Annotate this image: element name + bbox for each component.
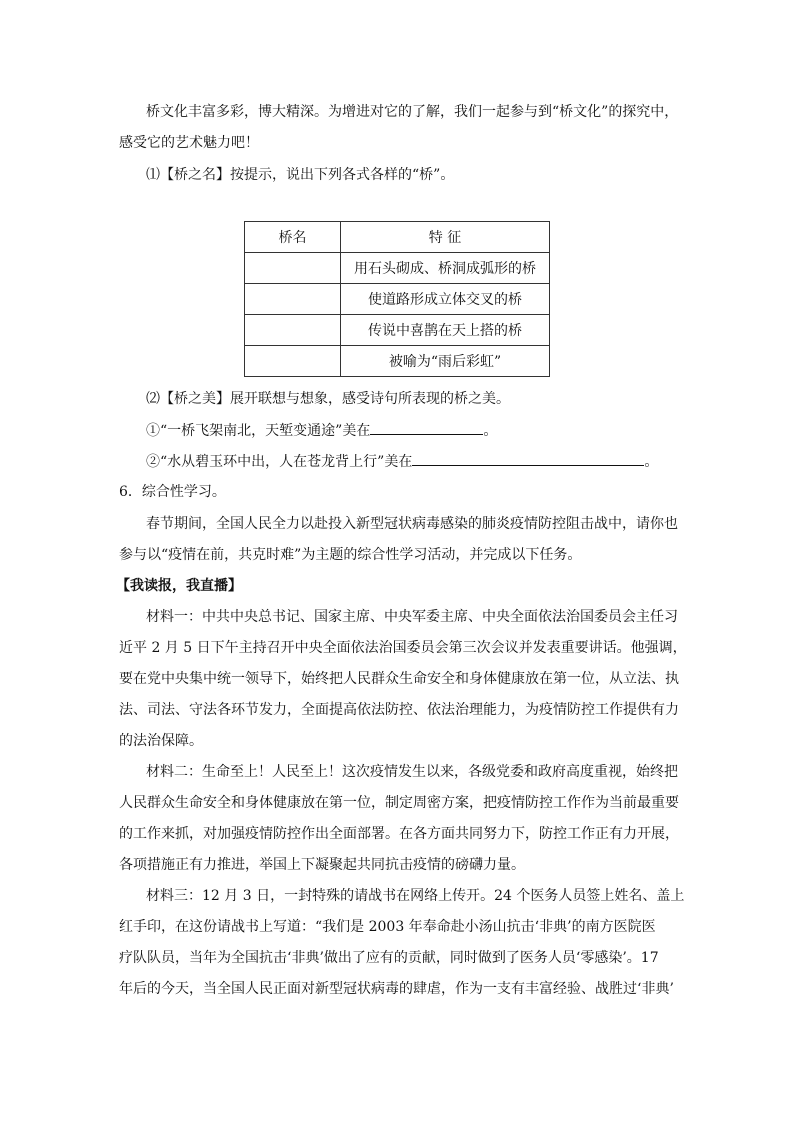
material-3-line: 材料三：12 月 3 日，一封特殊的请战书在网络上传开。24 个医务人员签上姓名、盖上 bbox=[146, 888, 685, 904]
table-row bbox=[245, 284, 550, 315]
header-bridge-name: 桥名 bbox=[245, 222, 341, 253]
material-3-line: 年后的今天，当全国人民正面对新型冠状病毒的肆虐，作为一支有丰富经验、战胜过‘非典’ bbox=[119, 981, 674, 997]
feature-cell: 传说中喜鹊在天上搭的桥 bbox=[341, 315, 550, 346]
table-row bbox=[245, 315, 550, 346]
question-6-heading: 6．综合性学习。 bbox=[119, 484, 226, 500]
header-feature: 特 征 bbox=[341, 222, 550, 253]
item-2-prefix: ②“水从碧玉环中出，人在苍龙背上行”美在 bbox=[146, 454, 413, 470]
bridge-name-cell[interactable] bbox=[245, 284, 341, 315]
question-2-item-1 bbox=[146, 420, 497, 441]
material-1-line: 材料一：中共中央总书记、国家主席、中央军委主席、中央全面依法治国委员会主任习 bbox=[146, 609, 678, 625]
material-3-line: 红手印，在这份请战书上写道：“我们是 2003 年奉命赴小汤山抗击‘非典’的南方医院医 bbox=[119, 919, 656, 935]
bridge-name-cell[interactable] bbox=[245, 346, 341, 377]
question-2-prompt: ⑵【桥之美】展开联想与想象，感受诗句所表现的桥之美。 bbox=[146, 391, 510, 407]
material-2-line: 各项措施正有力推进，举国上下凝聚起共同抗击疫情的磅礴力量。 bbox=[119, 857, 525, 873]
material-1-line: 近平 2 月 5 日下午主持召开中央全面依法治国委员会第三次会议并发表重要讲话。他强调， bbox=[119, 640, 687, 656]
bridge-name-cell[interactable] bbox=[245, 253, 341, 284]
intro-line-2: 感受它的艺术魅力吧！ bbox=[119, 135, 259, 151]
table-row bbox=[245, 346, 550, 377]
item-1-suffix: 。 bbox=[483, 423, 498, 439]
section-title: 【我读报，我直播】 bbox=[116, 578, 242, 594]
answer-blank-2[interactable] bbox=[412, 451, 644, 466]
material-2-line: 材料二：生命至上！人民至上！这次疫情发生以来，各级党委和政府高度重视，始终把 bbox=[146, 764, 678, 780]
q6-intro-line-2: 参与以“疫情在前，共克时难”为主题的综合性学习活动，并完成以下任务。 bbox=[119, 547, 582, 563]
feature-cell: 使道路形成立体交叉的桥 bbox=[341, 284, 550, 315]
item-1-prefix: ①“一桥飞架南北，天堑变通途”美在 bbox=[146, 423, 371, 439]
question-2-item-2 bbox=[146, 451, 658, 472]
material-1-line: 要在党中央集中统一领导下，始终把人民群众生命安全和身体健康放在第一位，从立法、执 bbox=[119, 671, 679, 687]
table-row bbox=[245, 253, 550, 284]
answer-blank-1[interactable] bbox=[370, 420, 483, 435]
material-3-line: 疗队队员，当年为全国抗击‘非典’做出了应有的贡献，同时做到了医务人员‘零感染’。17 bbox=[119, 950, 659, 966]
bridge-table bbox=[244, 221, 550, 377]
material-1-line: 法、司法、守法各环节发力，全面提高依法防控、依法治理能力，为疫情防控工作提供有力 bbox=[119, 702, 679, 718]
material-2-line: 人民群众生命安全和身体健康放在第一位，制定周密方案，把疫情防控工作作为当前最重要 bbox=[119, 795, 679, 811]
table-header-row bbox=[245, 222, 550, 253]
bridge-name-cell[interactable] bbox=[245, 315, 341, 346]
material-1-line: 的法治保障。 bbox=[119, 733, 203, 749]
feature-cell: 被喻为“雨后彩虹” bbox=[341, 346, 550, 377]
material-2-line: 的工作来抓，对加强疫情防控作出全面部署。在各方面共同努力下，防控工作正有力开展， bbox=[119, 826, 679, 842]
item-2-suffix: 。 bbox=[644, 454, 659, 470]
intro-line-1: 桥文化丰富多彩，博大精深。为增进对它的了解，我们一起参与到“桥文化”的探究中， bbox=[146, 104, 679, 120]
question-1-prompt: ⑴【桥之名】按提示，说出下列各式各样的“桥”。 bbox=[146, 167, 455, 183]
q6-intro-line-1: 春节期间，全国人民全力以赴投入新型冠状病毒感染的肺炎疫情防控阻击战中，请你也 bbox=[146, 516, 678, 532]
feature-cell: 用石头砌成、桥洞成弧形的桥 bbox=[341, 253, 550, 284]
